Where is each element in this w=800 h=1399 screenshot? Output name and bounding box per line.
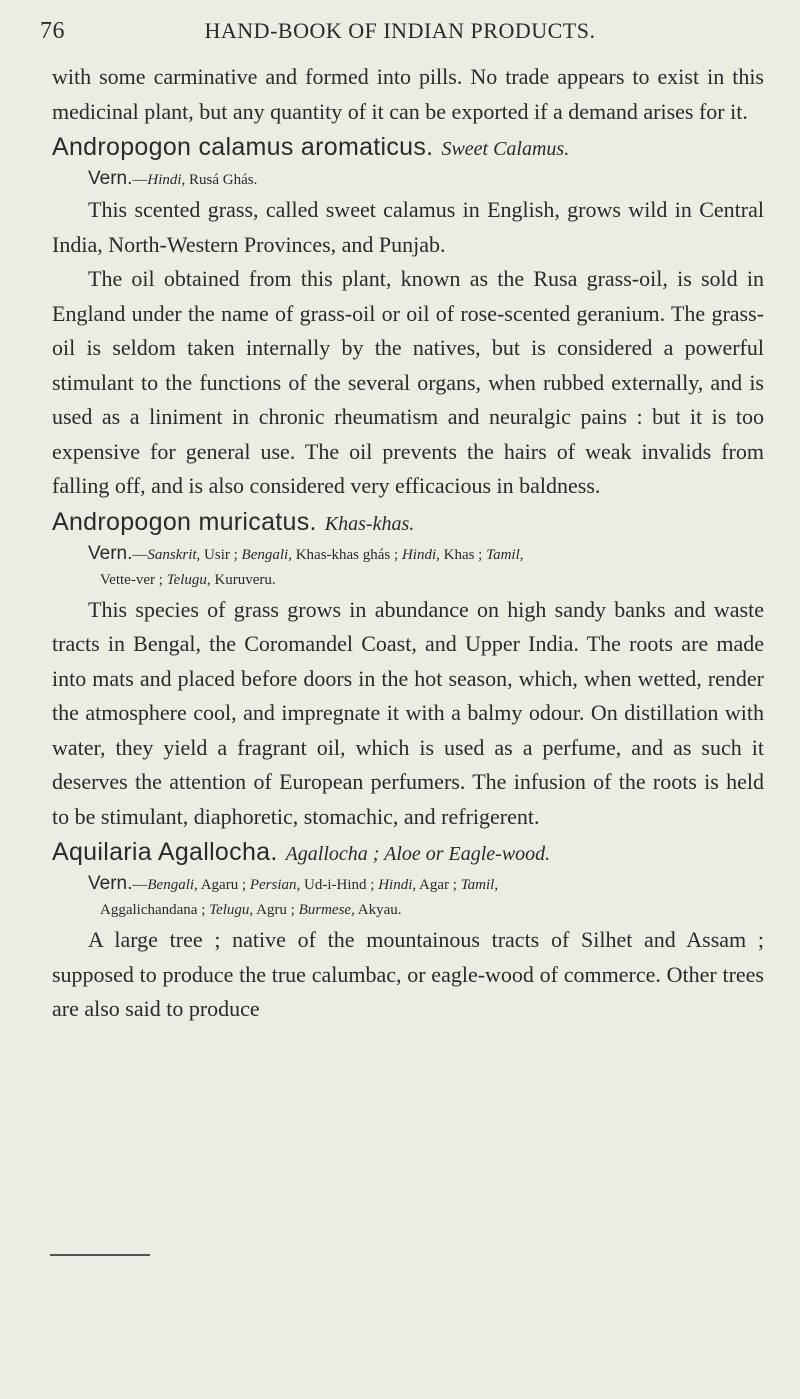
vern-label: Vern. xyxy=(88,542,133,564)
page-header xyxy=(40,14,760,54)
entry-heading xyxy=(52,130,764,166)
vern-segment: — xyxy=(132,546,148,563)
vern-segment: Vette-ver ; xyxy=(100,571,167,588)
vern-segment: Burmese, xyxy=(298,902,355,918)
vern-segment: Agaru ; xyxy=(197,877,250,893)
vernacular-names xyxy=(52,871,764,898)
english-name: Agallocha ; Aloe or Eagle-wood. xyxy=(285,843,551,865)
vern-segment: Persian, xyxy=(249,877,301,893)
vern-segment: Sanskrit, xyxy=(147,546,201,563)
english-name: Sweet Calamus. xyxy=(441,138,570,160)
running-title: HAND-BOOK OF INDIAN PRODUCTS. xyxy=(204,18,596,43)
vern-segment: Khas-khas ghás ; xyxy=(291,546,402,563)
vern-segment: Agar ; xyxy=(416,877,461,893)
vern-segment: Hindi, xyxy=(378,877,417,893)
entry-paragraph: A large tree ; native of the mountainous tracts of Silhet and Assam ; supposed to produce the true calumbac, or eagle-wood of commerce. Other trees are also said to produce xyxy=(52,927,764,1021)
page-number: 76 xyxy=(40,18,65,44)
entry-paragraph: This scented grass, called sweet calamus in English, grows wild in Central India, North-Western Provinces, and Punjab. xyxy=(52,197,764,257)
species-name: Andropogon calamus aromaticus. xyxy=(52,133,434,161)
vernacular-names xyxy=(52,568,764,593)
vern-segment: Telugu, xyxy=(209,902,254,918)
vernacular-names xyxy=(52,541,764,568)
entry-paragraph: This species of grass grows in abundance on high sandy banks and waste tracts in Bengal, the Coromandel Coast, and Upper India. The roots are made into mats and placed before doors in the hot season, which, when wetted, render the atmosphere cool, and impregnate it with a balmy odour. On distillation with water, they yield a fragrant oil, which is used as a perfume, and as such it deserves the attention of European perfumers. The infusion of the roots is held to be stimulant, diaphoretic, stomachic, and refrigerent. xyxy=(52,596,764,829)
entries-list xyxy=(52,130,764,1027)
vernacular-names xyxy=(52,898,764,923)
footnote-rule xyxy=(50,1254,150,1256)
species-name: Aquilaria Agallocha. xyxy=(52,838,278,866)
entry-paragraph: The oil obtained from this plant, known as the Rusa grass-oil, is sold in England under the name of grass-oil or oil of rose-scented geranium. The grass-oil is seldom taken internally by the natives, but is considered a powerful stimulant to the functions of the several organs, when rubbed externally, and is used as a liniment in chronic rheumatism and neuralgic pains : but it is too expensive for general use. The oil prevents the hairs of weak invalids from falling off, and is also considered very efficacious in baldness. xyxy=(52,266,764,498)
vern-segment: Khas ; xyxy=(439,546,487,563)
vern-segment: Tamil, xyxy=(460,877,499,893)
vern-segment: Aggalichandana ; xyxy=(100,902,210,918)
vern-segment: Bengali, xyxy=(241,546,292,563)
vern-label: Vern. xyxy=(88,873,133,894)
intro-paragraph: with some carminative and formed into pills. No trade appears to exist in this medicinal plant, but any quantity of it can be exported if a demand arises for it. xyxy=(52,64,764,124)
vern-segment: Akyau. xyxy=(354,902,402,918)
vern-segment: Hindi, xyxy=(401,546,440,563)
species-name: Andropogon muricatus. xyxy=(52,507,317,536)
vern-segment: Agru ; xyxy=(253,902,299,918)
vern-segment: Rusá Ghás. xyxy=(185,172,258,188)
vern-label: Vern. xyxy=(88,168,133,189)
vernacular-names xyxy=(52,166,764,193)
vern-segment: Bengali, xyxy=(147,877,198,893)
vern-segment: — xyxy=(132,172,148,188)
vern-segment: — xyxy=(132,877,148,893)
entry-heading xyxy=(52,505,764,541)
vern-segment: Kuruveru. xyxy=(210,571,276,588)
vern-segment: Ud-i-Hind ; xyxy=(300,877,379,893)
vern-segment: Usir ; xyxy=(200,546,242,563)
english-name: Khas-khas. xyxy=(324,512,415,535)
vern-segment: Telugu, xyxy=(166,571,211,588)
entry-heading xyxy=(52,835,764,871)
vern-segment: Hindi, xyxy=(147,172,186,188)
page-body xyxy=(52,60,764,1027)
vern-segment: Tamil, xyxy=(486,546,524,563)
